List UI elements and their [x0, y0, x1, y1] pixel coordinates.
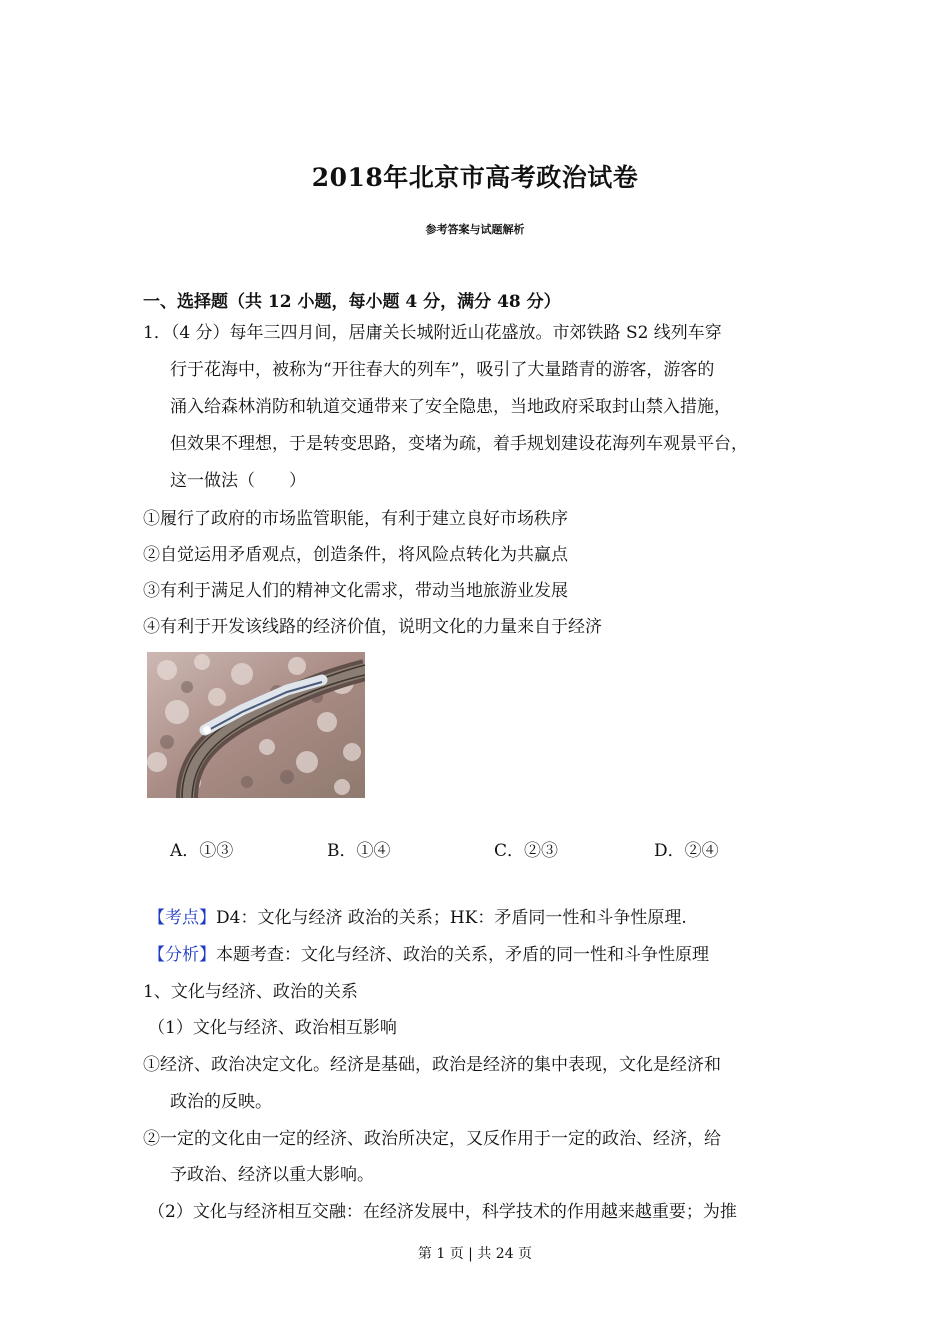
document-title: 2018年北京市高考政治试卷: [311, 163, 639, 192]
analysis-paragraph: 予政治、经济以重大影响。: [170, 1165, 374, 1185]
kaodian-line: [148, 906, 687, 930]
statement-item: ①履行了政府的市场监管职能，有利于建立良好市场秩序: [143, 509, 568, 529]
choice-c: C．②③: [494, 841, 559, 861]
question-text-line: 涌入给森林消防和轨道交通带来了安全隐患，当地政府采取封山禁入措施，: [170, 397, 731, 417]
choice-d: D．②④: [654, 841, 719, 861]
statement-item: ④有利于开发该线路的经济价值，说明文化的力量来自于经济: [143, 617, 602, 637]
choice-a: A．①③: [170, 841, 234, 861]
choice-b: B．①④: [327, 841, 391, 861]
analysis-paragraph: 政治的反映。: [170, 1092, 272, 1112]
train-photo: [147, 652, 365, 798]
section-heading: 一、选择题（共 12 小题，每小题 4 分，满分 48 分）: [143, 292, 561, 312]
page-footer: 第 1 页 | 共 24 页: [417, 1246, 533, 1262]
question-text-line: 1．（4 分）每年三四月间，居庸关长城附近山花盛放。市郊铁路 S2 线列车穿: [143, 323, 722, 343]
fenxi-text: 本题考查：文化与经济、政治的关系，矛盾的同一性和斗争性原理: [216, 945, 709, 965]
analysis-paragraph: ②一定的文化由一定的经济、政治所决定，又反作用于一定的政治、经济，给: [143, 1129, 721, 1149]
analysis-heading: 1、文化与经济、政治的关系: [143, 982, 358, 1002]
document-subtitle: 参考答案与试题解析: [425, 223, 525, 236]
statement-item: ③有利于满足人们的精神文化需求，带动当地旅游业发展: [143, 581, 568, 601]
fenxi-tag: 【分析】: [148, 945, 216, 965]
question-text-line: 但效果不理想，于是转变思路，变堵为疏，着手规划建设花海列车观景平台，: [170, 434, 748, 454]
analysis-paragraph: ①经济、政治决定文化。经济是基础，政治是经济的集中表现，文化是经济和: [143, 1055, 721, 1075]
statement-item: ②自觉运用矛盾观点，创造条件，将风险点转化为共赢点: [143, 545, 568, 565]
fenxi-line: [148, 943, 709, 967]
kaodian-tag: 【考点】: [148, 908, 216, 928]
kaodian-text: D4：文化与经济 政治的关系；HK：矛盾同一性和斗争性原理.: [216, 908, 687, 928]
analysis-subheading: （1）文化与经济、政治相互影响: [148, 1018, 397, 1038]
question-text-line: 这一做法（ ）: [170, 471, 306, 491]
question-text-line: 行于花海中，被称为“开往春大的列车”，吸引了大量踏青的游客，游客的: [170, 360, 715, 380]
analysis-subheading: （2）文化与经济相互交融：在经济发展中，科学技术的作用越来越重要；为推: [148, 1202, 737, 1222]
